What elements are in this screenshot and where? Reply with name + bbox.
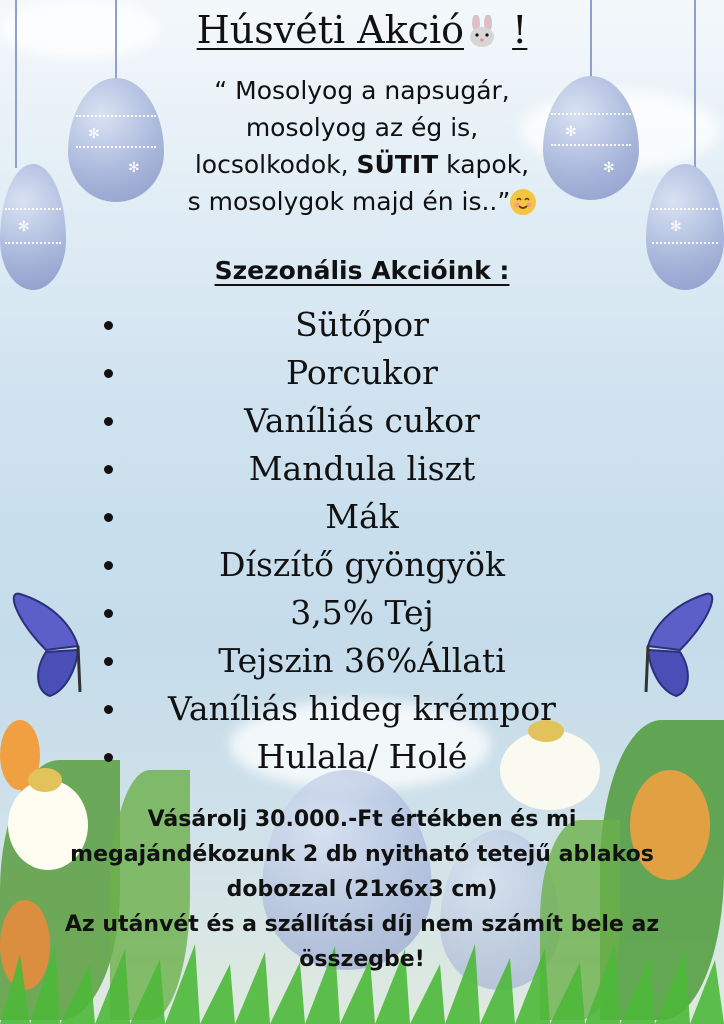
title-text: Húsvéti Akció [196,8,464,52]
list-item [0,685,724,733]
list-item [0,445,724,493]
list-item [0,349,724,397]
list-item-label: Sütőpor [295,305,429,344]
easter-egg-icon: ✻ ✻ [68,78,164,202]
bullet-icon [104,513,113,522]
smiling-face-emoji-icon [510,189,536,215]
poem-bold-word: SÜTIT [356,150,439,179]
list-item-label: 3,5% Tej [290,593,434,632]
list-item [0,493,724,541]
promo-line-4: Az utánvét és a szállítási díj nem számít bele az [64,912,660,937]
bunny-emoji-icon [464,14,500,48]
easter-egg-icon: ✻ ✻ [543,76,639,200]
poem-line-2: mosolyog az ég is, [245,113,479,142]
list-item [0,733,724,781]
bullet-icon [104,465,113,474]
promo-line-2: megajándékozunk 2 db nyitható tetejű ablakos [70,842,654,867]
product-list [0,301,724,781]
list-item-label: Mandula liszt [248,449,476,488]
list-item-label: Tejszin 36%Állati [218,641,506,680]
promo-line-3: dobozzal (21x6x3 cm) [226,877,498,902]
list-item-label: Porcukor [286,353,438,392]
list-item-label: Hulala/ Holé [256,737,468,776]
bullet-icon [104,705,113,714]
list-item [0,589,724,637]
list-item [0,397,724,445]
list-item [0,541,724,589]
bullet-icon [104,561,113,570]
poem-line-3-end: kapok, [438,150,530,179]
poem-line-4-text: s mosolygok majd én is..” [187,187,511,216]
list-item-label: Díszítő gyöngyök [218,545,506,584]
page-title [0,8,724,52]
poem-line-3 [0,146,724,183]
bullet-icon [104,369,113,378]
poem [0,72,724,220]
bullet-icon [104,753,113,762]
bullet-icon [104,657,113,666]
easter-egg-icon: ✻ [646,164,724,290]
list-item-label: Mák [325,497,399,536]
easter-egg-icon: ✻ [0,164,66,290]
promo-line-1: Vásárolj 30.000.-Ft értékben és mi [147,807,577,832]
bullet-icon [104,417,113,426]
poem-line-4 [0,183,724,220]
list-item-label: Vaníliás cukor [244,401,480,440]
section-heading: Szezonális Akcióink : [214,256,510,285]
list-item [0,637,724,685]
bullet-icon [104,609,113,618]
poem-line-3-start: locsolkodok, [194,150,357,179]
title-exclamation: ! [512,8,528,52]
list-item-label: Vaníliás hideg krémpor [168,689,556,728]
promo-text [0,802,724,977]
bullet-icon [104,321,113,330]
promo-line-5: összegbe! [299,947,425,972]
list-item [0,301,724,349]
poem-line-1: “ Mosolyog a napsugár, [214,76,510,105]
